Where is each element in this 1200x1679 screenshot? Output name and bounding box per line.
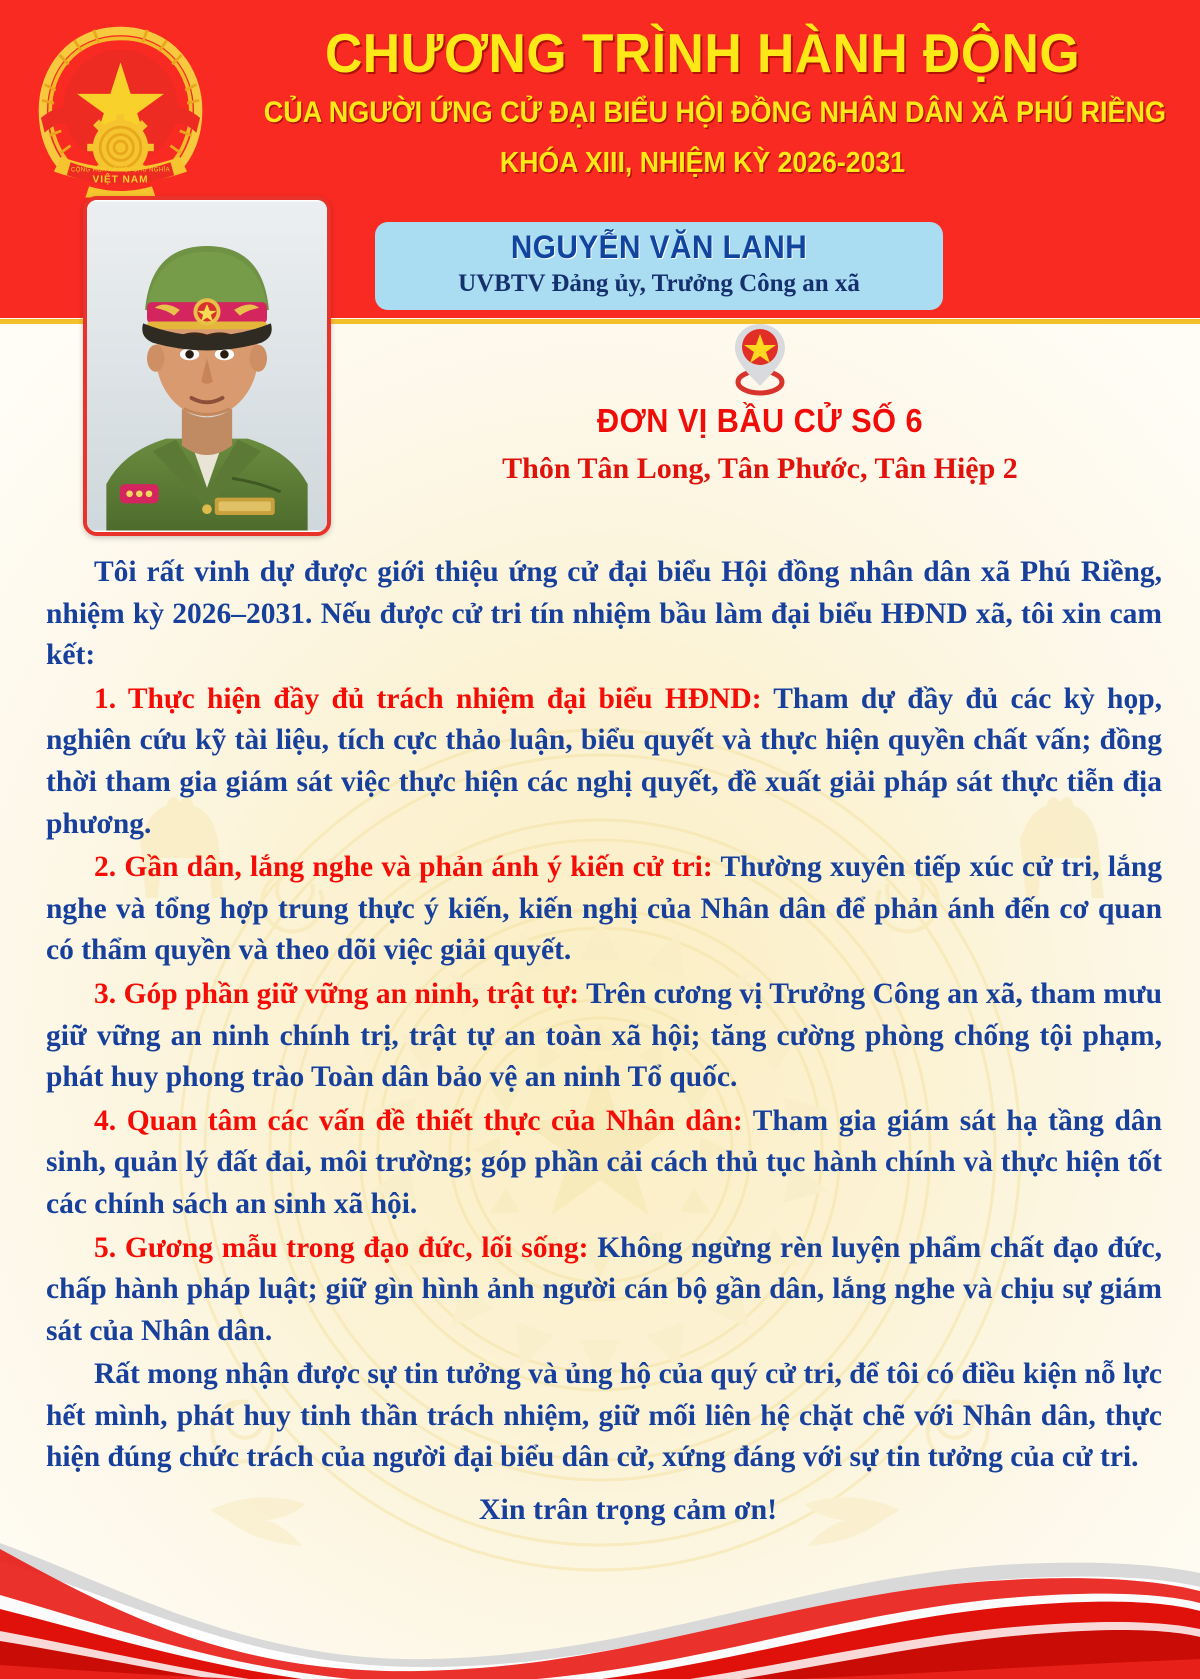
commitment-lead: 5. Gương mẫu trong đạo đức, lối sống:: [94, 1231, 589, 1264]
candidate-photo: [83, 196, 331, 536]
commitment-text: Không ngừng rèn luyện phẩm chất đạo đức, chấp hành pháp luật; giữ gìn hình ảnh người cán bộ gần dân, lắng nghe và chịu sự giám sát của Nhân dân.: [46, 1231, 1162, 1347]
map-pin-star-icon: [725, 322, 795, 398]
vietnam-national-emblem-icon: [28, 18, 213, 203]
commitment-text: Tham dự đầy đủ các kỳ họp, nghiên cứu kỹ tài liệu, tích cực thảo luận, biểu quyết và thực hiện quyền chất vấn; đồng thời tham gia giám sát việc thực hiện các nghị quyết, đề xuất giải pháp sát thực tiễn địa phương.: [46, 682, 1162, 840]
candidate-portrait-illustration: [87, 200, 327, 532]
commitment-lead: 4. Quan tâm các vấn đề thiết thực của Nhân dân:: [94, 1104, 743, 1137]
program-content: [46, 552, 1162, 1533]
page-subtitle: CỦA NGƯỜI ỨNG CỬ ĐẠI BIỂU HỘI ĐỒNG NHÂN DÂN XÃ PHÚ RIỀNG: [263, 96, 1167, 130]
emblem-ribbon-text: VIỆT NAM: [92, 174, 149, 186]
commitment-text: Thường xuyên tiếp xúc cử tri, lắng nghe và tổng hợp trung thực ý kiến, kiến nghị của Nhân dân để phản ánh đến cơ quan có thẩm quyền và theo dõi việc giải quyết.: [46, 851, 1162, 967]
emblem-ribbon-sub-text: CỘNG HÒA XÃ HỘI CHỦ NGHĨA: [71, 167, 170, 174]
electoral-unit-place: Thôn Tân Long, Tân Phước, Tân Hiệp 2: [502, 452, 1018, 485]
electoral-unit-block: [430, 322, 1090, 486]
page-title: CHƯƠNG TRÌNH HÀNH ĐỘNG: [324, 22, 1081, 84]
candidate-name-banner: [375, 222, 943, 310]
header-title-group: [215, 24, 1190, 180]
bottom-wave-decoration: [0, 1539, 1200, 1679]
intro-paragraph: Tôi rất vinh dự được giới thiệu ứng cử đại biểu Hội đồng nhân dân xã Phú Riềng, nhiệm kỳ 2026–2031. Nếu được cử tri tín nhiệm bầu làm đại biểu HĐND xã, tôi xin cam kết:: [46, 556, 1162, 672]
commitment-lead: 2. Gần dân, lắng nghe và phản ánh ý kiến cử tri:: [94, 851, 713, 884]
commitment-item: [46, 1101, 1162, 1226]
page-term-line: KHÓA XIII, NHIỆM KỲ 2026-2031: [499, 146, 906, 179]
commitment-lead: 3. Góp phần giữ vững an ninh, trật tự:: [94, 977, 580, 1010]
commitment-text: Trên cương vị Trưởng Công an xã, tham mưu giữ vững an ninh chính trị, trật tự an toàn xã hội; tăng cường phòng chống tội phạm, phát huy phong trào Toàn dân bảo vệ an ninh Tổ quốc.: [46, 977, 1162, 1094]
commitment-lead: 1. Thực hiện đầy đủ trách nhiệm đại biểu HĐND:: [94, 682, 762, 715]
commitment-text: Tham gia giám sát hạ tầng dân sinh, quản lý đất đai, môi trường; góp phần cải cách thủ tục hành chính và thực hiện tốt các chính sách an sinh xã hội.: [46, 1104, 1163, 1220]
commitment-item: [46, 1228, 1162, 1353]
candidate-role: UVBTV Đảng ủy, Trưởng Công an xã: [458, 269, 860, 297]
electoral-unit-title: ĐƠN VỊ BẦU CỬ SỐ 6: [596, 402, 924, 439]
thanks-line: Xin trân trọng cảm ơn!: [478, 1493, 778, 1527]
closing-paragraph: Rất mong nhận được sự tin tưởng và ủng hộ của quý cử tri, để tôi có điều kiện nỗ lực hết mình, phát huy tinh thần trách nhiệm, giữ mối liên hệ chặt chẽ với Nhân dân, thực hiện đúng chức trách của người đại biểu dân cử, xứng đáng với sự tin tưởng của cử tri.: [46, 1358, 1162, 1474]
candidate-name: NGUYỄN VĂN LANH: [510, 229, 808, 265]
commitment-item: [46, 847, 1162, 972]
commitment-item: [46, 679, 1162, 845]
commitment-item: [46, 974, 1162, 1099]
